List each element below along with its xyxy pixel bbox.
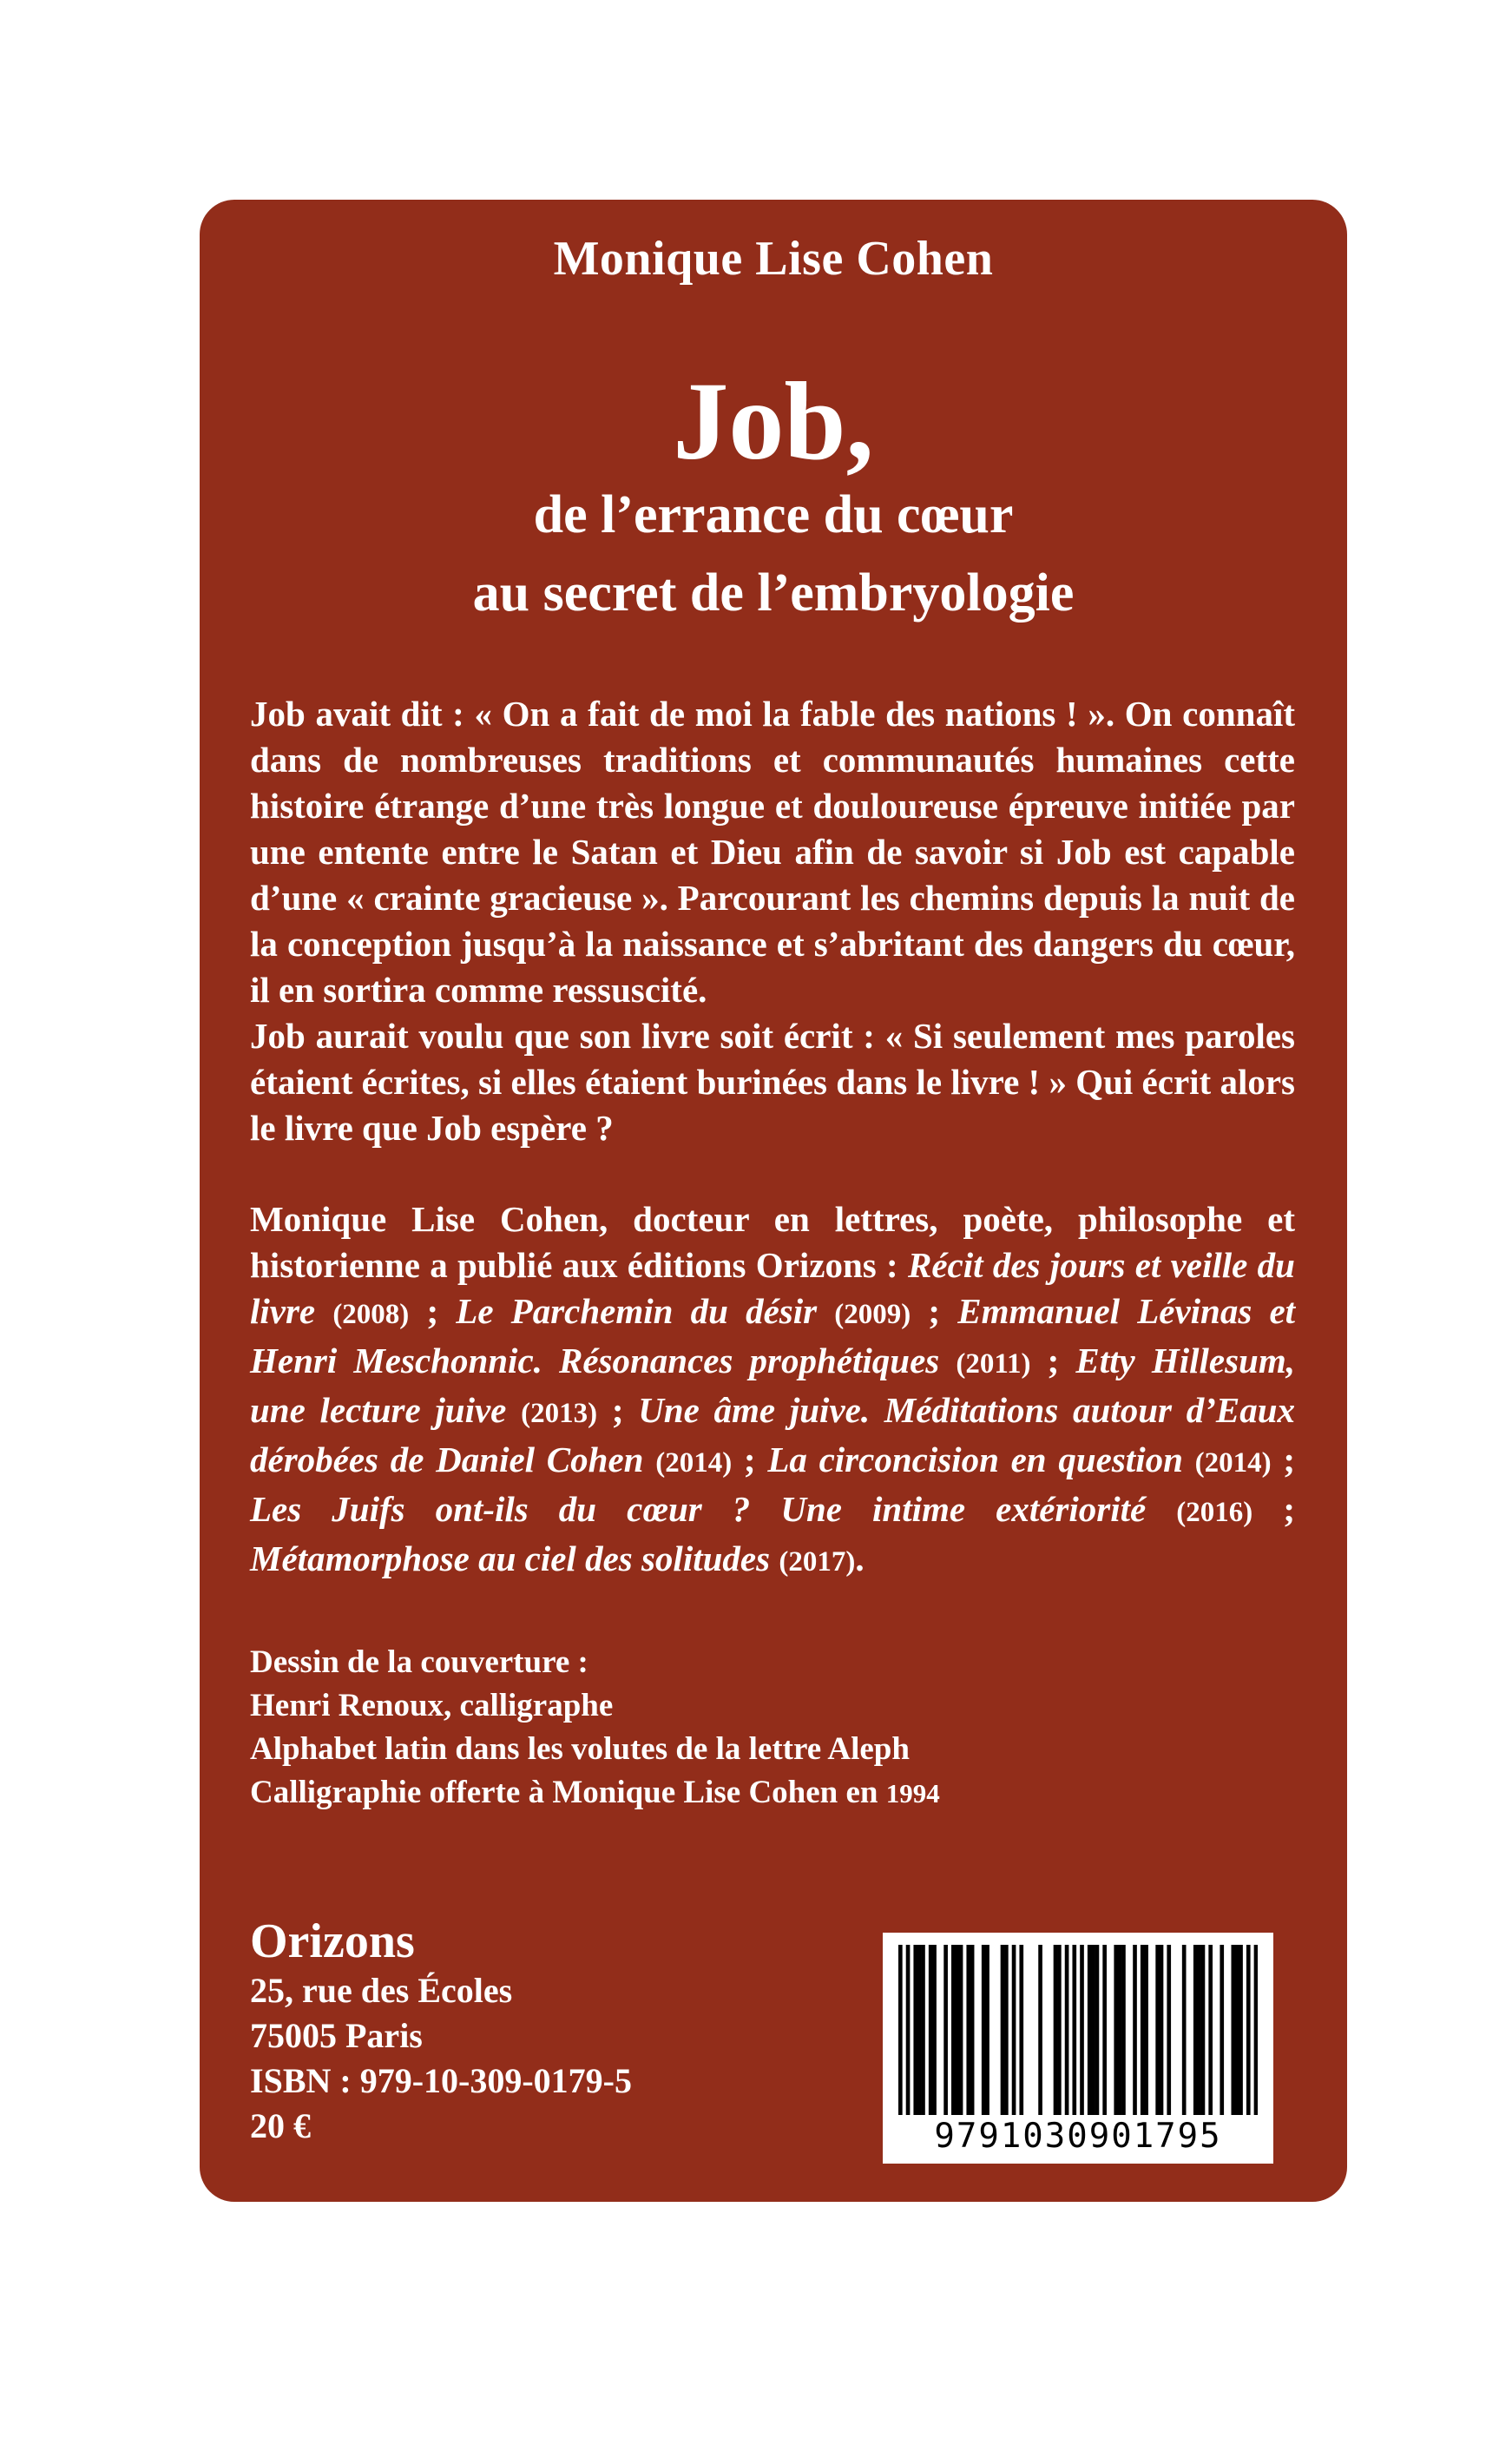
bio-work-year: (2011) (956, 1348, 1031, 1380)
barcode-bar (906, 1945, 911, 2115)
barcode-bar (1091, 1945, 1095, 2115)
isbn: ISBN : 979-10-309-0179-5 (250, 2061, 632, 2100)
bio-work-title: Métamorphose au ciel des solitudes (250, 1538, 771, 1578)
barcode-bar (1201, 1945, 1206, 2115)
barcode-bars (898, 1945, 1258, 2115)
bio-separator: ; (1030, 1341, 1076, 1380)
barcode-bar (959, 1945, 963, 2115)
bio-work-title: La circoncision en question (767, 1440, 1183, 1479)
barcode-bar (1057, 1945, 1062, 2115)
barcode-bar (1072, 1945, 1076, 2115)
bio-work-title: Emmanuel Lévinas et Henri Meschonnic. Résonances prophétiques (250, 1291, 1296, 1380)
bio-work-year: (2013) (521, 1398, 598, 1429)
bio-work-title: Le Parchemin du désir (456, 1291, 818, 1331)
credits-line-3: Alphabet latin dans les volutes de la lettre Aleph (250, 1731, 910, 1767)
barcode-bar (1118, 1945, 1122, 2115)
barcode-bar (1155, 1945, 1160, 2115)
subtitle-line-2: au secret de l’embryologie (472, 563, 1075, 623)
barcode-bar (1088, 1945, 1092, 2115)
bio-work-year: (2017) (779, 1546, 856, 1578)
bio-work-year: (2009) (834, 1299, 911, 1330)
credits-line-4-text: Calligraphie offerte à Monique Lise Cohen en (250, 1775, 886, 1810)
barcode-bar (1054, 1945, 1058, 2115)
barcode-bar (1231, 1945, 1235, 2115)
barcode-bar (1144, 1945, 1148, 2115)
barcode-bar (898, 1945, 903, 2115)
bio-work-title: Une âme juive. Méditations autour d’Eaux dérobées de Daniel Cohen (250, 1390, 1295, 1479)
credits-year: 1994 (885, 1778, 940, 1808)
barcode-bar (1114, 1945, 1118, 2115)
bio-work-year: (2014) (1194, 1447, 1272, 1479)
bio-work-title: Les Juifs ont-ils du cœur ? Une intime extériorité (250, 1489, 1147, 1529)
barcode-bar (985, 1945, 989, 2115)
bio-work-year: (2016) (1176, 1497, 1253, 1528)
credits-line-2: Henri Renoux, calligraphe (250, 1688, 614, 1723)
bio-paragraph (250, 1196, 1295, 1585)
barcode-bar (966, 1945, 970, 2115)
barcode-bar (1208, 1945, 1213, 2115)
barcode-bar (929, 1945, 933, 2115)
author-name: Monique Lise Cohen (553, 232, 994, 286)
barcode-bar (1038, 1945, 1042, 2115)
barcode-bar (1141, 1945, 1145, 2115)
bio-separator: ; (1271, 1440, 1296, 1479)
barcode-bar (1197, 1945, 1201, 2115)
credits-line-1: Dessin de la couverture : (250, 1644, 588, 1680)
barcode (883, 1933, 1273, 2164)
barcode-bar (943, 1945, 948, 2115)
price: 20 € (250, 2106, 311, 2145)
book-title: Job, (673, 359, 874, 483)
barcode-bar (1182, 1945, 1187, 2115)
barcode-bar (1193, 1945, 1198, 2115)
barcode-bar (1065, 1945, 1069, 2115)
barcode-bar (970, 1945, 975, 2115)
barcode-bar (1246, 1945, 1251, 2115)
barcode-bar (1220, 1945, 1224, 2115)
credits-line-4 (250, 1771, 1295, 1815)
barcode-bar (1121, 1945, 1126, 2115)
barcode-bar (1001, 1945, 1005, 2115)
barcode-bar (913, 1945, 917, 2115)
summary-paragraph-2: Job aurait voulu que son livre soit écrit : « Si seulement mes paroles étaient écrites, si elles étaient burinées dans le livre ! » Qui écrit alors le livre que Job espère ? (250, 1016, 1295, 1148)
bio-separator: ; (732, 1440, 768, 1479)
barcode-digits: 9791030901795 (934, 2117, 1222, 2156)
barcode-bar (1254, 1945, 1258, 2115)
bio-separator: . (855, 1538, 865, 1578)
cover-credits (250, 1641, 1295, 1815)
barcode-bar (1102, 1945, 1107, 2115)
bio-intro: Monique Lise Cohen, docteur en lettres, poète, philosophe et historienne a publié aux éditions Orizons : (250, 1199, 1295, 1285)
bio-separator: ; (597, 1390, 639, 1430)
author-bio (250, 1196, 1295, 1585)
summary-text (250, 691, 1295, 1151)
barcode-bar (1012, 1945, 1016, 2115)
barcode-bar (1004, 1945, 1009, 2115)
publisher-street: 25, rue des Écoles (250, 1971, 513, 2010)
barcode-bar (1133, 1945, 1137, 2115)
publisher-info (250, 1914, 632, 2149)
publisher-name: Orizons (250, 1914, 415, 1968)
back-cover (200, 200, 1347, 2202)
barcode-bar (1239, 1945, 1243, 2115)
barcode-bar (921, 1945, 925, 2115)
barcode-bar (1019, 1945, 1023, 2115)
barcode-bar (917, 1945, 922, 2115)
barcode-bar (955, 1945, 959, 2115)
bio-work-year: (2014) (655, 1447, 733, 1479)
bio-work-title: Etty Hillesum, une lecture juive (250, 1341, 1295, 1430)
barcode-bar (1235, 1945, 1239, 2115)
barcode-bar (982, 1945, 986, 2115)
bio-separator: ; (409, 1291, 457, 1331)
book-subtitle (200, 476, 1347, 632)
bio-separator: ; (911, 1291, 958, 1331)
bio-work-title: Récit des jours et veille du livre (250, 1245, 1295, 1331)
barcode-bar (1160, 1945, 1164, 2115)
barcode-bar (1095, 1945, 1100, 2115)
bio-work-year: (2008) (332, 1299, 410, 1330)
barcode-bar (1167, 1945, 1171, 2115)
barcode-bar (951, 1945, 956, 2115)
publisher-city: 75005 Paris (250, 2016, 423, 2055)
barcode-bar (932, 1945, 937, 2115)
barcode-bar (1080, 1945, 1084, 2115)
summary-paragraph-1: Job avait dit : « On a fait de moi la fable des nations ! ». On connaît dans de nombreuses traditions et communautés humaines cette histoire étrange d’une très longue et douloureuse épreuve initiée par une entente entre le Satan et Dieu afin de savoir si Job est capable d’une « crainte gracieuse ». Parcourant les chemins depuis la nuit de la conception jusqu’à la naissance et s’abritant des dangers du cœur, il en sortira comme ressuscité. (250, 694, 1295, 1010)
subtitle-line-1: de l’errance du cœur (533, 485, 1014, 544)
bio-separator: ; (1252, 1489, 1296, 1529)
